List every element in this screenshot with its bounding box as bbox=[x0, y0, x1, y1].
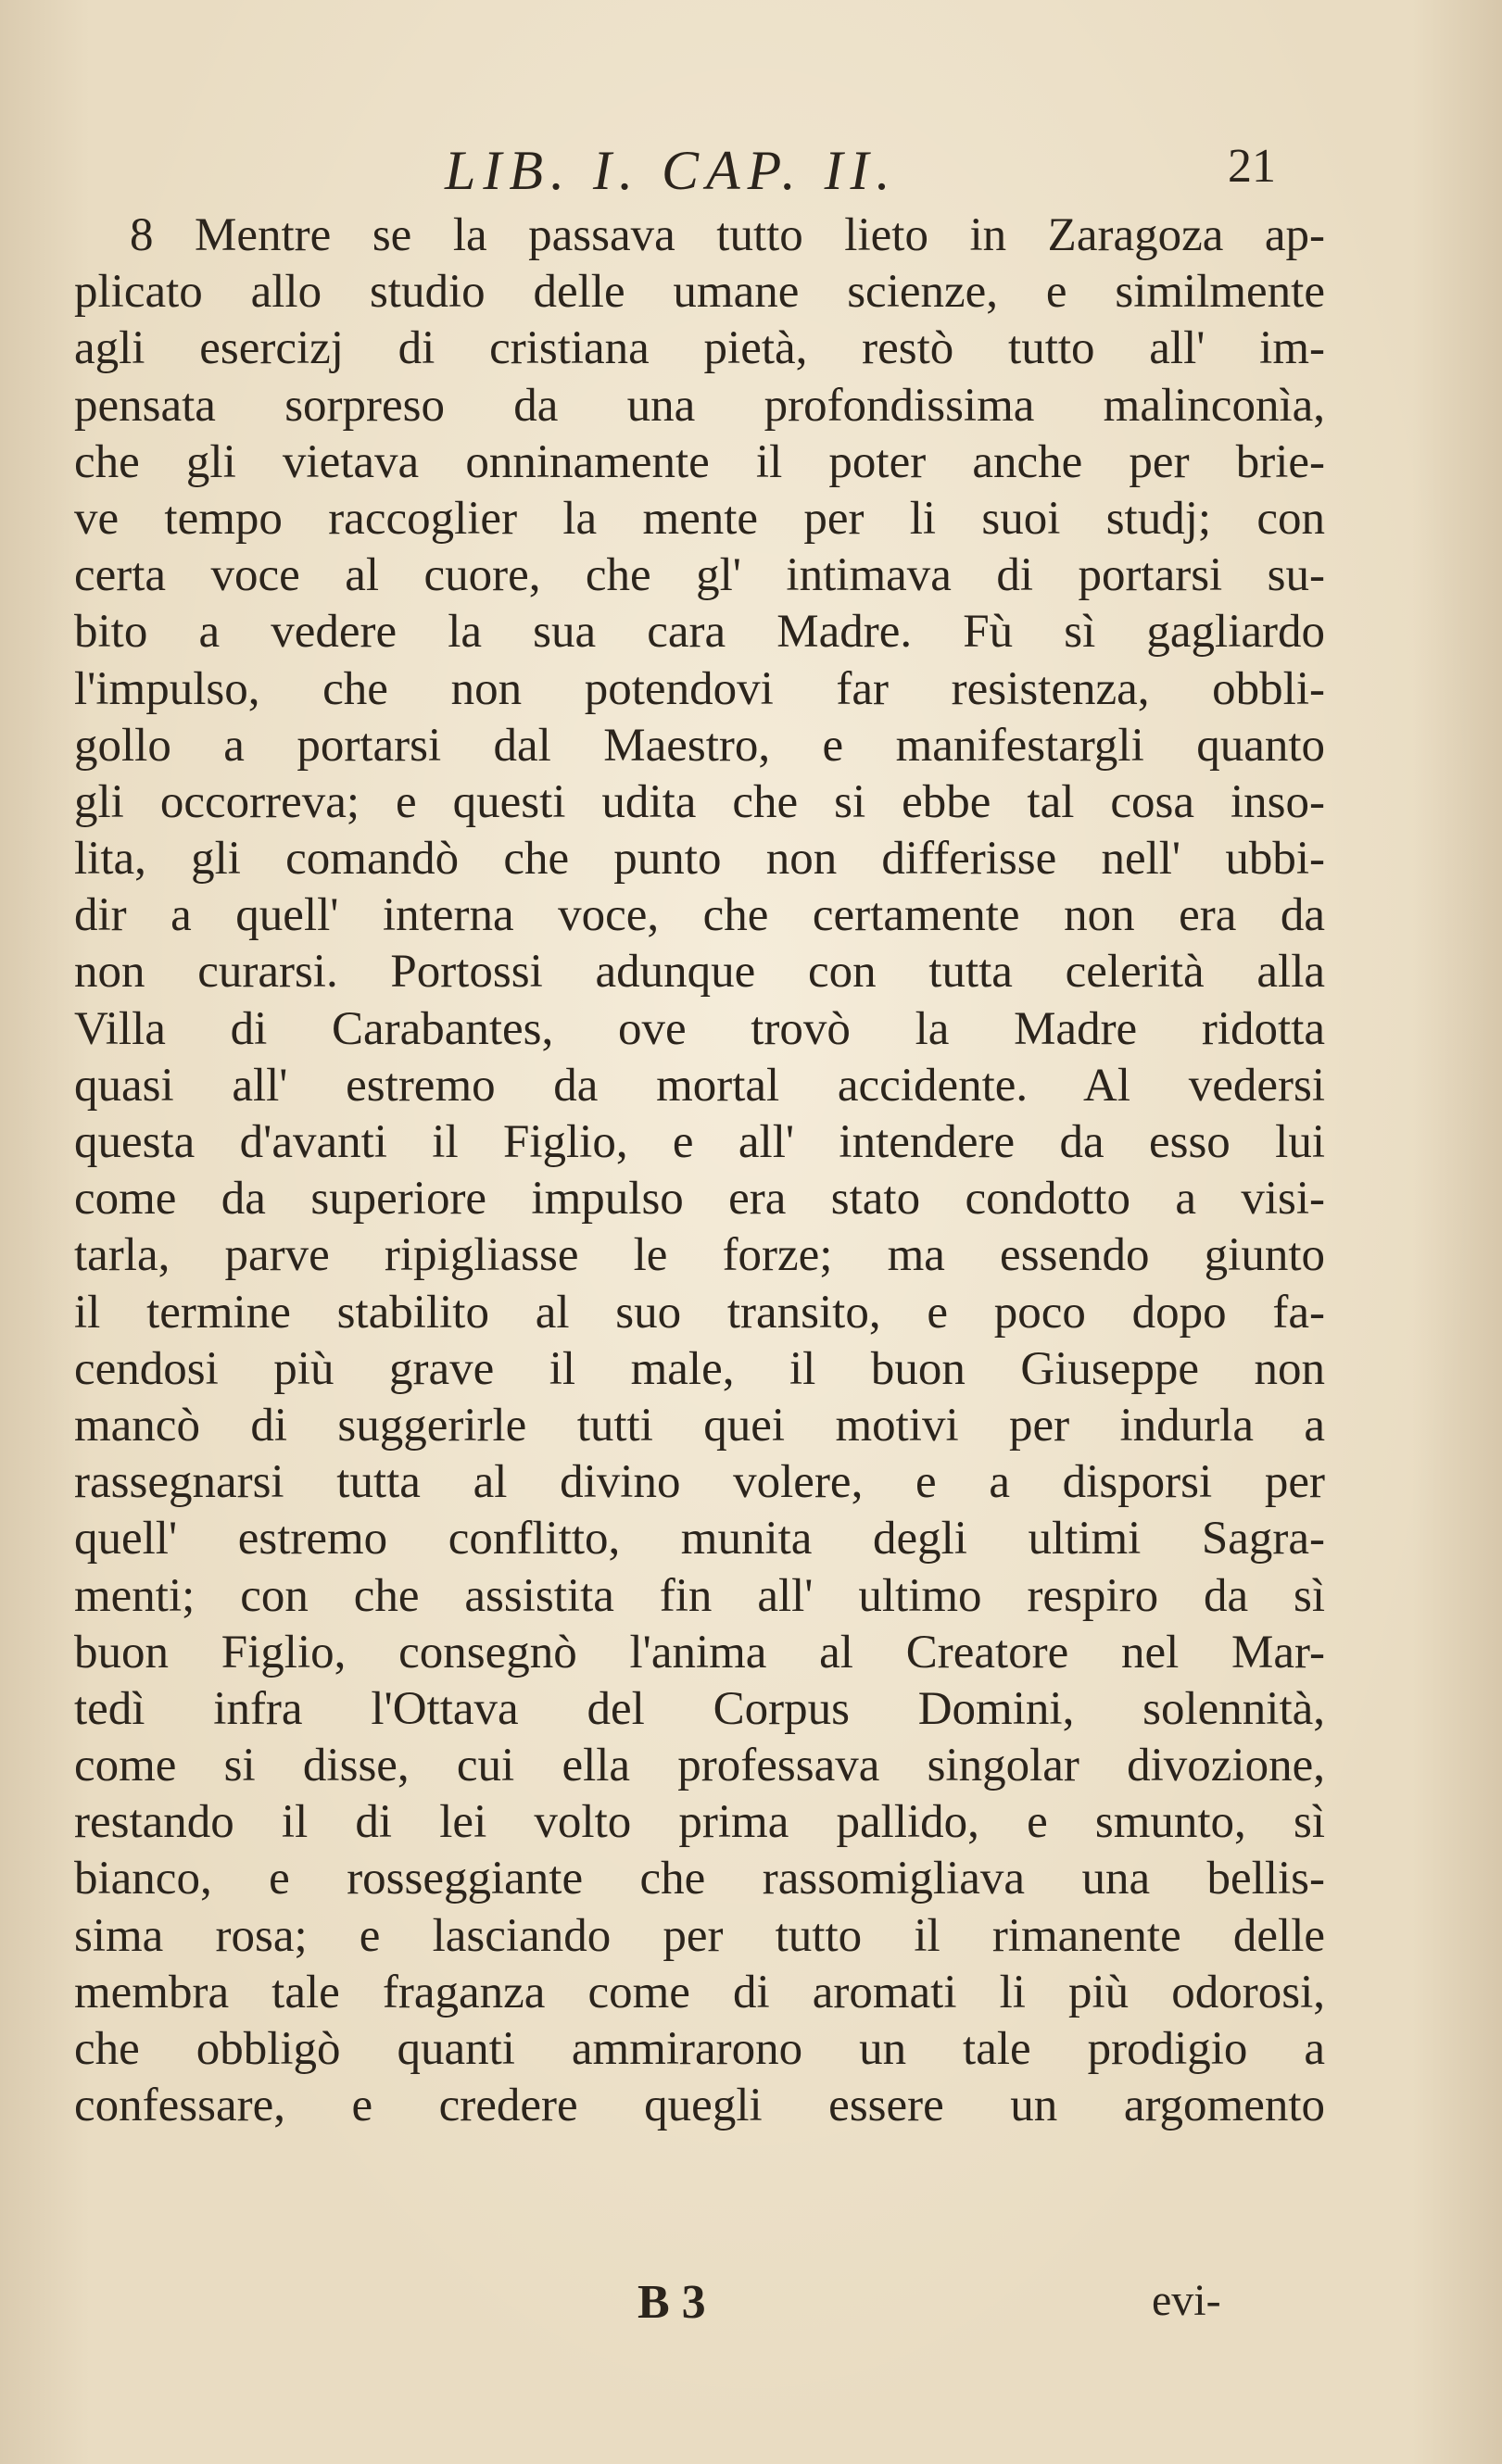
page-footer bbox=[0, 2275, 1502, 2349]
text-line: bianco, e rosseggiante che rassomigliava una bellis- bbox=[74, 1853, 1325, 1905]
text-line: non curarsi. Portossi adunque con tutta celerità alla bbox=[74, 946, 1325, 999]
text-line: bito a vedere la sua cara Madre. Fù sì gagliardo bbox=[74, 606, 1325, 659]
text-line: tedì infra l'Ottava del Corpus Domini, solennità, bbox=[74, 1682, 1325, 1735]
text-line: che obbligò quanti ammirarono un tale prodigio a bbox=[74, 2023, 1325, 2075]
text-line: gli occorreva; e questi udita che si ebbe tal cosa inso- bbox=[74, 775, 1325, 828]
text-line: questa d'avanti il Figlio, e all' intendere da esso lui bbox=[74, 1116, 1325, 1168]
text-line: 8 Mentre se la passava tutto lieto in Zaragoza ap- bbox=[130, 209, 1325, 261]
text-line: ve tempo raccoglier la mente per li suoi studj; con bbox=[74, 492, 1325, 545]
text-line: cendosi più grave il male, il buon Giuseppe non bbox=[74, 1342, 1325, 1395]
text-line: Villa di Carabantes, ove trovò la Madre ridotta bbox=[74, 1002, 1325, 1055]
text-line: buon Figlio, consegnò l'anima al Creatore nel Mar- bbox=[74, 1626, 1325, 1678]
text-line: l'impulso, che non potendovi far resistenza, obbli- bbox=[74, 662, 1325, 715]
text-line: dir a quell' interna voce, che certamente non era da bbox=[74, 889, 1325, 942]
text-line: rassegnarsi tutta al divino volere, e a disporsi per bbox=[74, 1456, 1325, 1509]
running-head: LIB. I. CAP. II. bbox=[445, 140, 898, 201]
text-line: gollo a portarsi dal Maestro, e manifestargli quanto bbox=[74, 719, 1325, 772]
text-line: quasi all' estremo da mortal accidente. Al vedersi bbox=[74, 1059, 1325, 1112]
body-text bbox=[74, 207, 1325, 2134]
text-line: come da superiore impulso era stato condotto a visi- bbox=[74, 1173, 1325, 1226]
text-line: membra tale fraganza come di aromati li più odorosi, bbox=[74, 1966, 1325, 2018]
text-line: confessare, e credere quegli essere un argomento bbox=[74, 2080, 1325, 2132]
text-line: certa voce al cuore, che gl' intimava di portarsi su- bbox=[74, 549, 1325, 602]
text-line: lita, gli comandò che punto non differisse nell' ubbi- bbox=[74, 833, 1325, 886]
text-line: sima rosa; e lasciando per tutto il rimanente delle bbox=[74, 1909, 1325, 1962]
text-line: quell' estremo conflitto, munita degli ultimi Sagra- bbox=[74, 1513, 1325, 1565]
text-line: restando il di lei volto prima pallido, e smunto, sì bbox=[74, 1796, 1325, 1849]
signature-mark: B 3 bbox=[637, 2276, 706, 2329]
text-line: il termine stabilito al suo transito, e poco dopo fa- bbox=[74, 1286, 1325, 1339]
catchword: evi- bbox=[1152, 2276, 1221, 2325]
text-line: pensata sorpreso da una profondissima malinconìa, bbox=[74, 379, 1325, 432]
text-line: mancò di suggerirle tutti quei motivi per indurla a bbox=[74, 1399, 1325, 1452]
page-number: 21 bbox=[1228, 140, 1276, 193]
text-line: agli esercizj di cristiana pietà, restò tutto all' im- bbox=[74, 322, 1325, 375]
text-line: come si disse, cui ella professava singolar divozione, bbox=[74, 1740, 1325, 1792]
text-line: plicato allo studio delle umane scienze, e similmente bbox=[74, 266, 1325, 319]
text-line: menti; con che assistita fin all' ultimo respiro da sì bbox=[74, 1569, 1325, 1622]
text-line: che gli vietava onninamente il poter anche per brie- bbox=[74, 435, 1325, 488]
text-line: tarla, parve ripigliasse le forze; ma essendo giunto bbox=[74, 1229, 1325, 1282]
page-header bbox=[0, 139, 1502, 204]
